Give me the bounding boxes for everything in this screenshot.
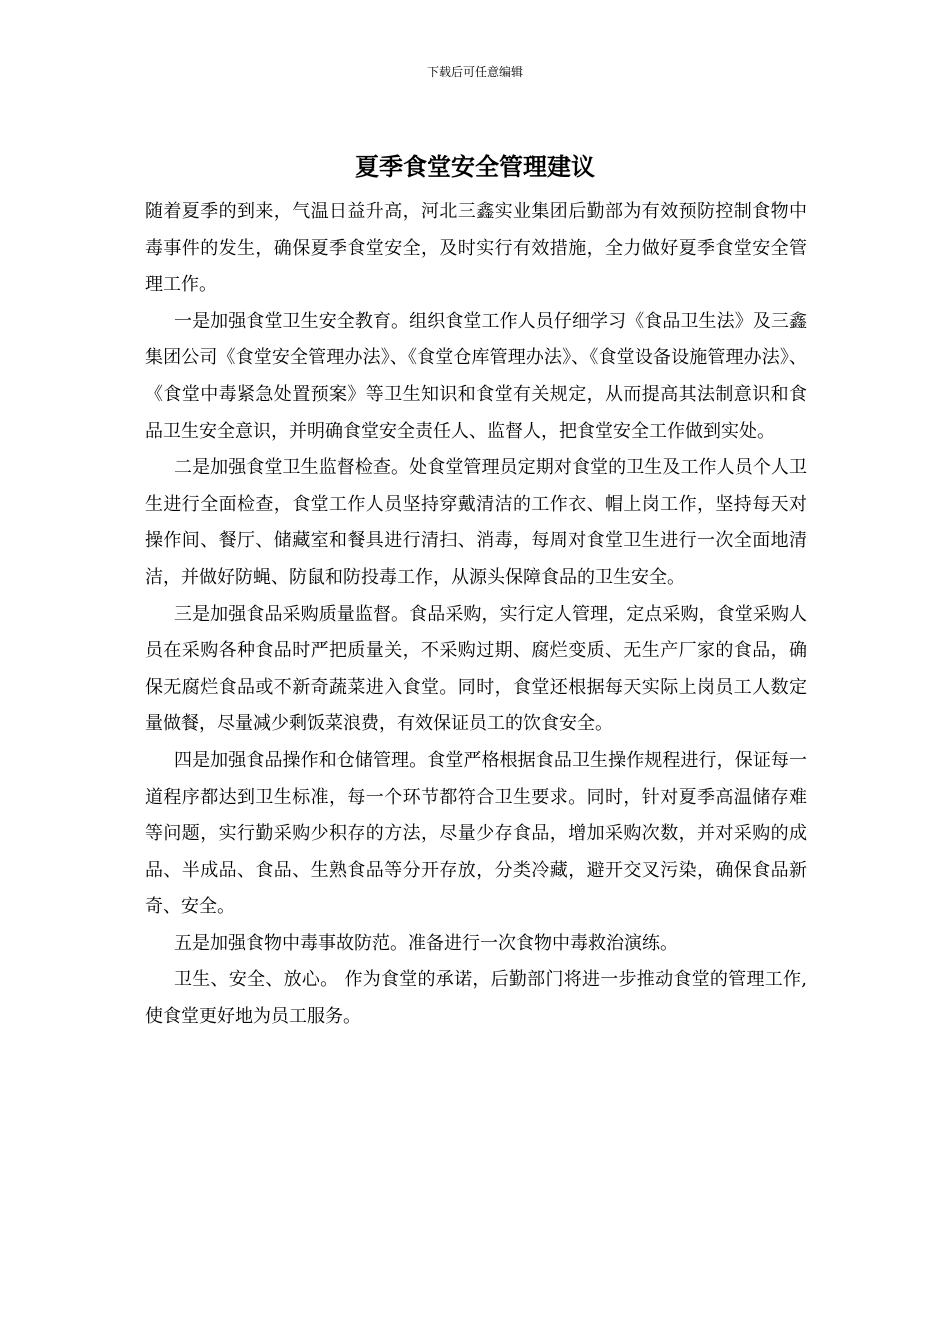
header-note: 下载后可任意编辑 xyxy=(426,65,523,79)
paragraph-item-3: 三是加强食品采购质量监督。食品采购，实行定人管理，定点采购，食堂采购人员在采购各种食品时严把质量关，不采购过期、腐烂变质、无生产厂家的食品，确保无腐烂食品或不新奇蔬菜进入食堂。同时，食堂还根据每天实际上岗员工人数定量做餐，尽量减少剩饭菜浪费，有效保证员工的饮食安全。 xyxy=(145,603,807,735)
paragraph-item-4: 四是加强食品操作和仓储管理。食堂严格根据食品卫生操作规程进行，保证每一道程序都达到卫生标准，每一个环节都符合卫生要求。同时，针对夏季高温储存难等问题，实行勤采购少积存的方法，尽量少存食品，增加采购次数，并对采购的成品、半成品、食品、生熟食品等分开存放，分类冷藏，避开交叉污染，确保食品新奇、安全。 xyxy=(145,749,807,918)
paragraph-item-2: 二是加强食堂卫生监督检查。处食堂管理员定期对食堂的卫生及工作人员个人卫生进行全面检查，食堂工作人员坚持穿戴清洁的工作衣、帽上岗工作，坚持每天对操作间、餐厅、储藏室和餐具进行清扫、消毒，每周对食堂卫生进行一次全面地清洁，并做好防蝇、防鼠和防投毒工作，从源头保障食品的卫生安全。 xyxy=(145,457,807,588)
paragraph-item-1: 一是加强食堂卫生安全教育。组织食堂工作人员仔细学习《食品卫生法》及三鑫集团公司《食堂安全管理办法》、《食堂仓库管理办法》、《食堂设备设施管理办法》、《食堂中毒紧急处置预案》等卫生知识和食堂有关规定，从而提高其法制意识和食品卫生安全意识，并明确食堂安全责任人、监督人，把食堂安全工作做到实处。 xyxy=(145,310,807,442)
document-title: 夏季食堂安全管理建议 xyxy=(355,153,595,181)
paragraph-closing: 卫生、安全、放心。 作为食堂的承诺，后勤部门将进一步推动食堂的管理工作,使食堂更好地为员工服务。 xyxy=(145,969,807,1028)
paragraph-item-5: 五是加强食物中毒事故防范。准备进行一次食物中毒救治演练。 xyxy=(174,932,678,954)
paragraph-intro: 随着夏季的到来，气温日益升高，河北三鑫实业集团后勤部为有效预防控制食物中毒事件的发生，确保夏季食堂安全，及时实行有效措施，全力做好夏季食堂安全管理工作。 xyxy=(145,201,807,296)
document-body xyxy=(145,194,807,1036)
